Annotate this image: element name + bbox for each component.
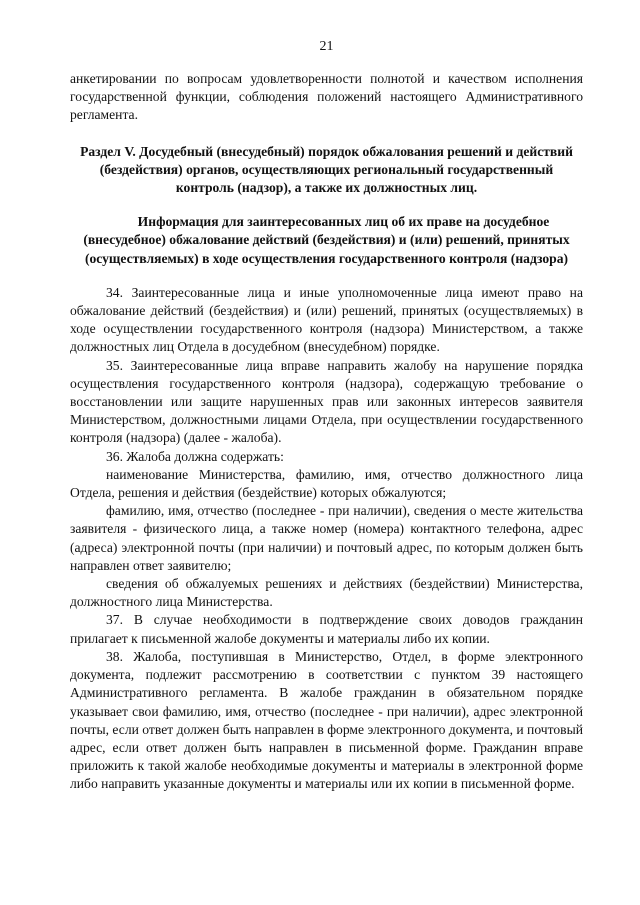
paragraph-36-item-3: сведения об обжалуемых решениях и действиях (бездействии) Министерства, должностного лица Министерства. [70,576,583,610]
paragraph-34: 34. Заинтересованные лица и иные уполномоченные лица имеют право на обжалование действий (бездействия) и (или) решений, принятых (осуществляемых) в ходе осуществлении государственного контроля (надзора) Министерством, а также должностных лиц Отдела в досудебном (внесудебном) порядке. [70,284,583,355]
paragraph-35: 35. Заинтересованные лица вправе направить жалобу на нарушение порядка осуществления государственного контроля (надзора), содержащую требование о восстановлении или защите нарушенных прав или законных интересов заявителя Министерством, должностными лицами Отдела, при осуществлении государственного контроля (надзора) (далее - жалоба). [70,357,583,446]
sub-heading-text: Информация для заинтересованных лиц об их праве на досудебное (внесудебное) обжалование действий (бездействия) и (или) решений, принятых (осуществляемых) в ходе осуществления государственного контроля (надзора) [83,214,570,266]
page-number: 21 [319,39,334,54]
paragraph-36-item-2: фамилию, имя, отчество (последнее - при наличии), сведения о месте жительства заявителя - физического лица, а также номер (номера) контактного телефона, адрес (адреса) электронной почты (при наличии) и почтовый адрес, по которым должен быть направлен ответ заявителю; [70,503,583,573]
paragraph-37: 37. В случае необходимости в подтверждение своих доводов гражданин прилагает к письменной жалобе документы и материалы либо их копии. [70,612,583,646]
sub-heading [70,213,583,268]
document-page [70,38,583,794]
paragraph-38: 38. Жалоба, поступившая в Министерство, Отдел, в форме электронного документа, подлежит рассмотрению в соответствии с пунктом 39 настоящего Административного регламента. В жалобе гражданин в обязательном порядке указывает свои фамилию, имя, отчество (последнее - при наличии), адрес электронной почты, если ответ должен быть направлен в форме электронного документа, и почтовый адрес, если ответ должен быть направлен в письменной форме. Гражданин вправе приложить к такой жалобе необходимые документы и материалы в электронной форме либо направить указанные документы и материалы или их копии в письменной форме. [70,648,583,792]
paragraph-36-item-1: наименование Министерства, фамилию, имя, отчество должностного лица Отдела, решения и действия (бездействие) которых обжалуются; [70,466,583,501]
paragraph-36: 36. Жалоба должна содержать: [106,448,284,464]
section-heading: Раздел V. Досудебный (внесудебный) порядок обжалования решений и действий (бездействия) органов, осуществляющих региональный государственный контроль (надзор), а также их должностных лиц. [80,143,573,196]
intro-paragraph: анкетировании по вопросам удовлетворенности полнотой и качеством исполнения государственной функции, соблюдения положений настоящего Административного регламента. [70,71,583,123]
